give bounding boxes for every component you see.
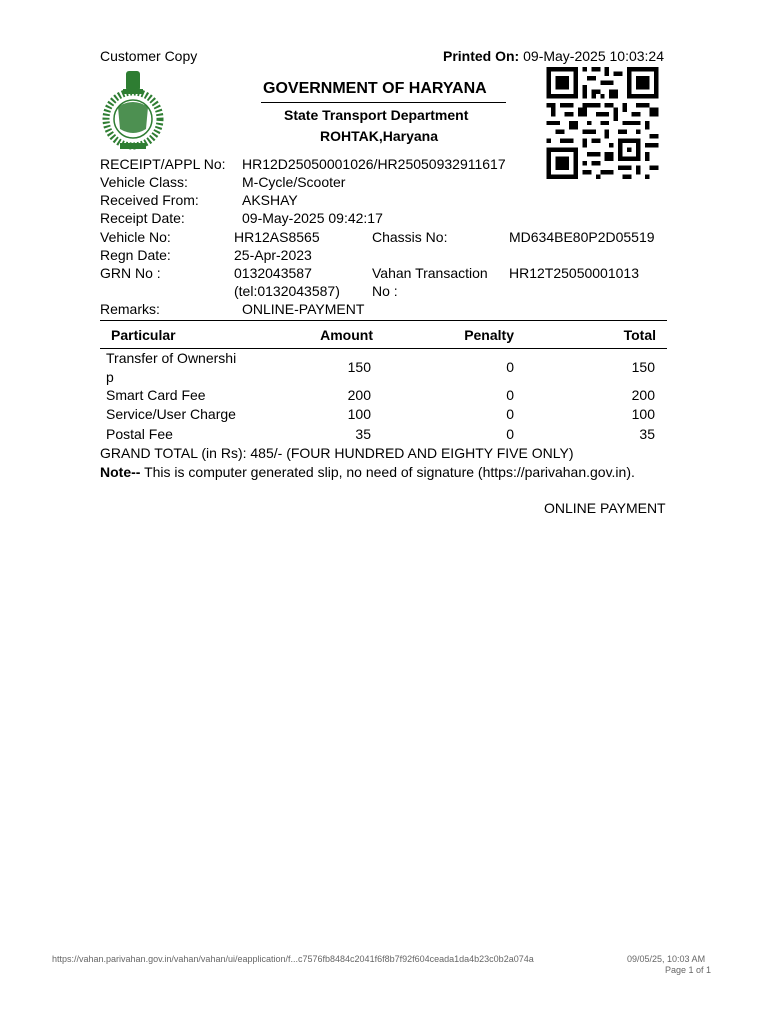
row-particular: Transfer of Ownershi [106, 350, 237, 366]
note [100, 464, 635, 480]
printed-on-label: Printed On: [443, 48, 520, 64]
grn-value: 0132043587 [234, 265, 312, 281]
table-header-rule [100, 348, 667, 349]
row-total: 35 [639, 426, 655, 442]
receipt-date-value: 09-May-2025 09:42:17 [242, 210, 383, 226]
row-particular: Service/User Charge [106, 406, 236, 422]
row-total: 100 [631, 406, 655, 422]
vahan-transaction-label: Vahan Transaction [372, 265, 488, 281]
row-amount: 150 [347, 359, 371, 375]
footer-page-number: Page 1 of 1 [665, 965, 712, 975]
received-from-value: AKSHAY [242, 192, 298, 208]
chassis-value: MD634BE80P2D05519 [509, 229, 655, 245]
office-location: ROHTAK,Haryana [320, 128, 438, 144]
grn-label: GRN No : [100, 265, 161, 281]
footer-timestamp: 09/05/25, 10:03 AM [627, 954, 706, 964]
grn-tel: (tel:0132043587) [234, 283, 340, 299]
receipt-value: HR12D25050001026/HR25050932911617 [242, 156, 506, 172]
receipt-label: RECEIPT/APPL No: [100, 156, 226, 172]
row-amount: 100 [347, 406, 371, 422]
row-penalty: 0 [506, 359, 514, 375]
received-from-label: Received From: [100, 192, 199, 208]
vehicle-no-value: HR12AS8565 [234, 229, 320, 245]
remarks-value: ONLINE-PAYMENT [242, 301, 365, 317]
footer-url: https://vahan.parivahan.gov.in/vahan/vahan/ui/eapplication/f...c7576fb8484c2041f6f8b7f92f604ceada1da4b23c0b2a074a [52, 954, 534, 964]
row-total: 200 [631, 387, 655, 403]
row-total: 150 [631, 359, 655, 375]
grand-total: GRAND TOTAL (in Rs): 485/- (FOUR HUNDRED AND EIGHTY FIVE ONLY) [100, 445, 574, 461]
haryana-emblem-icon [96, 67, 170, 155]
row-particular: Postal Fee [106, 426, 173, 442]
row-amount: 200 [347, 387, 371, 403]
row-amount: 35 [355, 426, 371, 442]
chassis-label: Chassis No: [372, 229, 448, 245]
qr-code [542, 67, 663, 179]
remarks-label: Remarks: [100, 301, 160, 317]
col-header-total: Total [623, 327, 656, 343]
vahan-transaction-label-cont: No : [372, 283, 398, 299]
customer-copy-label: Customer Copy [100, 48, 198, 64]
vehicle-class-value: M-Cycle/Scooter [242, 174, 346, 190]
row-particular-cont: p [106, 369, 114, 385]
regn-date-value: 25-Apr-2023 [234, 247, 312, 263]
payment-mode: ONLINE PAYMENT [544, 500, 666, 516]
row-penalty: 0 [506, 387, 514, 403]
receipt-date-label: Receipt Date: [100, 210, 185, 226]
note-label: Note-- [100, 464, 141, 480]
note-text: This is computer generated slip, no need of signature (https://parivahan.gov.in). [140, 464, 635, 480]
page-title: GOVERNMENT OF HARYANA [263, 80, 487, 97]
row-penalty: 0 [506, 426, 514, 442]
title-underline [261, 102, 506, 103]
printed-on [443, 48, 664, 64]
printed-on-value: 09-May-2025 10:03:24 [523, 48, 664, 64]
col-header-penalty: Penalty [464, 327, 514, 343]
table-top-rule [100, 320, 667, 321]
col-header-particular: Particular [111, 327, 176, 343]
vahan-transaction-value: HR12T25050001013 [509, 265, 639, 281]
regn-date-label: Regn Date: [100, 247, 171, 263]
vehicle-class-label: Vehicle Class: [100, 174, 188, 190]
col-header-amount: Amount [320, 327, 373, 343]
row-penalty: 0 [506, 406, 514, 422]
vehicle-no-label: Vehicle No: [100, 229, 171, 245]
row-particular: Smart Card Fee [106, 387, 206, 403]
department-name: State Transport Department [284, 107, 469, 123]
